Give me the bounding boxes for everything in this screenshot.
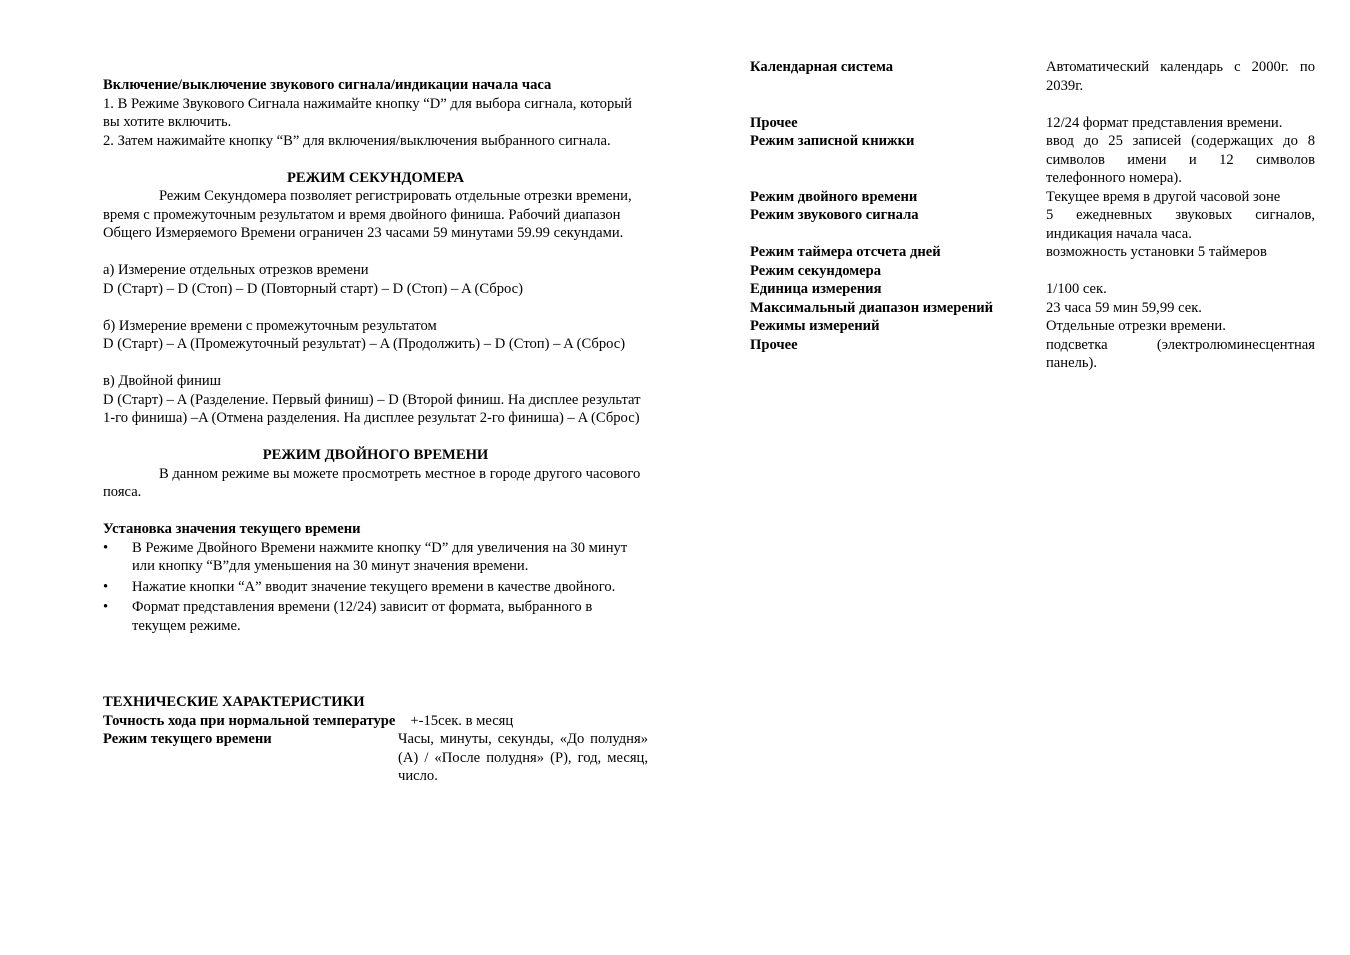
spec-value: 12/24 формат представления времени. [1046, 114, 1283, 131]
spec-label: Режимы измерений [750, 318, 880, 334]
spec-value: 23 часа 59 мин 59,99 сек. [1046, 299, 1202, 316]
spec-value: +-15сек. в месяц [410, 712, 514, 729]
spec-value: Автоматический календарь с 2000г. по 2039г. [1046, 59, 1315, 94]
spec-label: Максимальный диапазон измерений [750, 299, 994, 316]
spec-row [750, 243, 1315, 262]
spec-value: Текущее время в другой часовой зоне [1046, 188, 1281, 205]
stopwatch-c-sequence: D (Старт) – A (Разделение. Первый финиш) – D (Второй финиш. На дисплее результат 1-го финиша) –A (Отмена разделения. На дисплее результат 2-го финиша) – A (Сброс) [103, 391, 641, 426]
dual-time-heading: РЕЖИМ ДВОЙНОГО ВРЕМЕНИ [262, 447, 489, 463]
stopwatch-a-sequence: D (Старт) – D (Стоп) – D (Повторный старт) – D (Стоп) – A (Сброс) [103, 280, 524, 297]
spec-label: Режим секундомера [750, 262, 882, 279]
spec-row [750, 262, 1315, 281]
spec-label: Единица измерения [750, 281, 882, 297]
spec-label: Календарная система [750, 59, 894, 75]
spec-row [750, 317, 1315, 336]
spec-row [750, 280, 1315, 299]
spec-row [750, 336, 1315, 373]
spec-label: Режим записной книжки [750, 133, 915, 149]
stopwatch-intro: Режим Секундомера позволяет регистрировать отдельные отрезки времени, время с промежуточным результатом и время двойного финиша. Рабочий диапазон Общего Измеряемого Времени ограничен 23 часами 59 минутами 59.99 секундами. [103, 188, 632, 241]
spec-row [750, 299, 1315, 318]
list-item: • Формат представления времени (12/24) зависит от формата, выбранного в текущем режиме. [103, 598, 648, 635]
sound-step-2: 2. Затем нажимайте кнопку “B” для включения/выключения выбранного сигнала. [103, 132, 611, 149]
spec-row [750, 206, 1315, 243]
list-item: • В Режиме Двойного Времени нажмите кнопку “D” для увеличения на 30 минут или кнопку “B”для уменьшения на 30 минут значения времени. [103, 539, 648, 576]
tech-heading: ТЕХНИЧЕСКИЕ ХАРАКТЕРИСТИКИ [103, 694, 365, 710]
stopwatch-b-title: б) Измерение времени с промежуточным результатом [103, 317, 437, 334]
spec-label: Прочее [750, 336, 798, 353]
spec-row [750, 132, 1315, 188]
spec-value: Отдельные отрезки времени. [1046, 318, 1226, 334]
spec-label: Режим двойного времени [750, 188, 918, 205]
spec-value [1046, 262, 1315, 281]
list-item: • Нажатие кнопки “A” вводит значение текущего времени в качестве двойного. [103, 578, 648, 597]
spec-value: 5 ежедневных звуковых сигналов, индикация начала часа. [1046, 207, 1315, 242]
sound-heading: Включение/выключение звукового сигнала/индикации начала часа [103, 77, 552, 93]
stopwatch-a-title: а) Измерение отдельных отрезков времени [103, 262, 369, 278]
spec-row-accuracy [103, 712, 648, 731]
spec-label: Точность хода при нормальной температуре [103, 712, 396, 729]
spec-value: 1/100 сек. [1046, 281, 1107, 297]
stopwatch-c-title: в) Двойной финиш [103, 373, 221, 389]
spec-row [750, 188, 1315, 207]
spec-value: Часы, минуты, секунды, «До полудня» (A) / «После полудня» (P), год, месяц, число. [398, 731, 648, 784]
set-time-heading: Установка значения текущего времени [103, 521, 361, 537]
spec-label: Режим текущего времени [103, 731, 272, 747]
spec-label: Прочее [750, 114, 798, 131]
left-column [103, 58, 648, 786]
spec-value: возможность установки 5 таймеров [1046, 244, 1267, 260]
spec-label: Режим звукового сигнала [750, 207, 919, 223]
stopwatch-heading: РЕЖИМ СЕКУНДОМЕРА [287, 169, 464, 186]
spec-row [750, 58, 1315, 95]
spec-label: Режим таймера отсчета дней [750, 244, 941, 260]
stopwatch-b-sequence: D (Старт) – A (Промежуточный результат) – A (Продолжить) – D (Стоп) – A (Сброс) [103, 336, 626, 352]
sound-step-1: 1. В Режиме Звукового Сигнала нажимайте кнопку “D” для выбора сигнала, который вы хотите включить. [103, 95, 632, 130]
spec-value: подсветка (электролюминесцентная панель). [1046, 336, 1315, 371]
spec-row-current-time [103, 730, 648, 786]
dual-time-intro: В данном режиме вы можете просмотреть местное в городе другого часового пояса. [103, 465, 641, 500]
spec-row [750, 114, 1315, 133]
right-column [750, 58, 1315, 373]
spec-value: ввод до 25 записей (содержащих до 8 символов имени и 12 символов телефонного номера). [1046, 133, 1315, 186]
set-time-list [103, 539, 648, 636]
